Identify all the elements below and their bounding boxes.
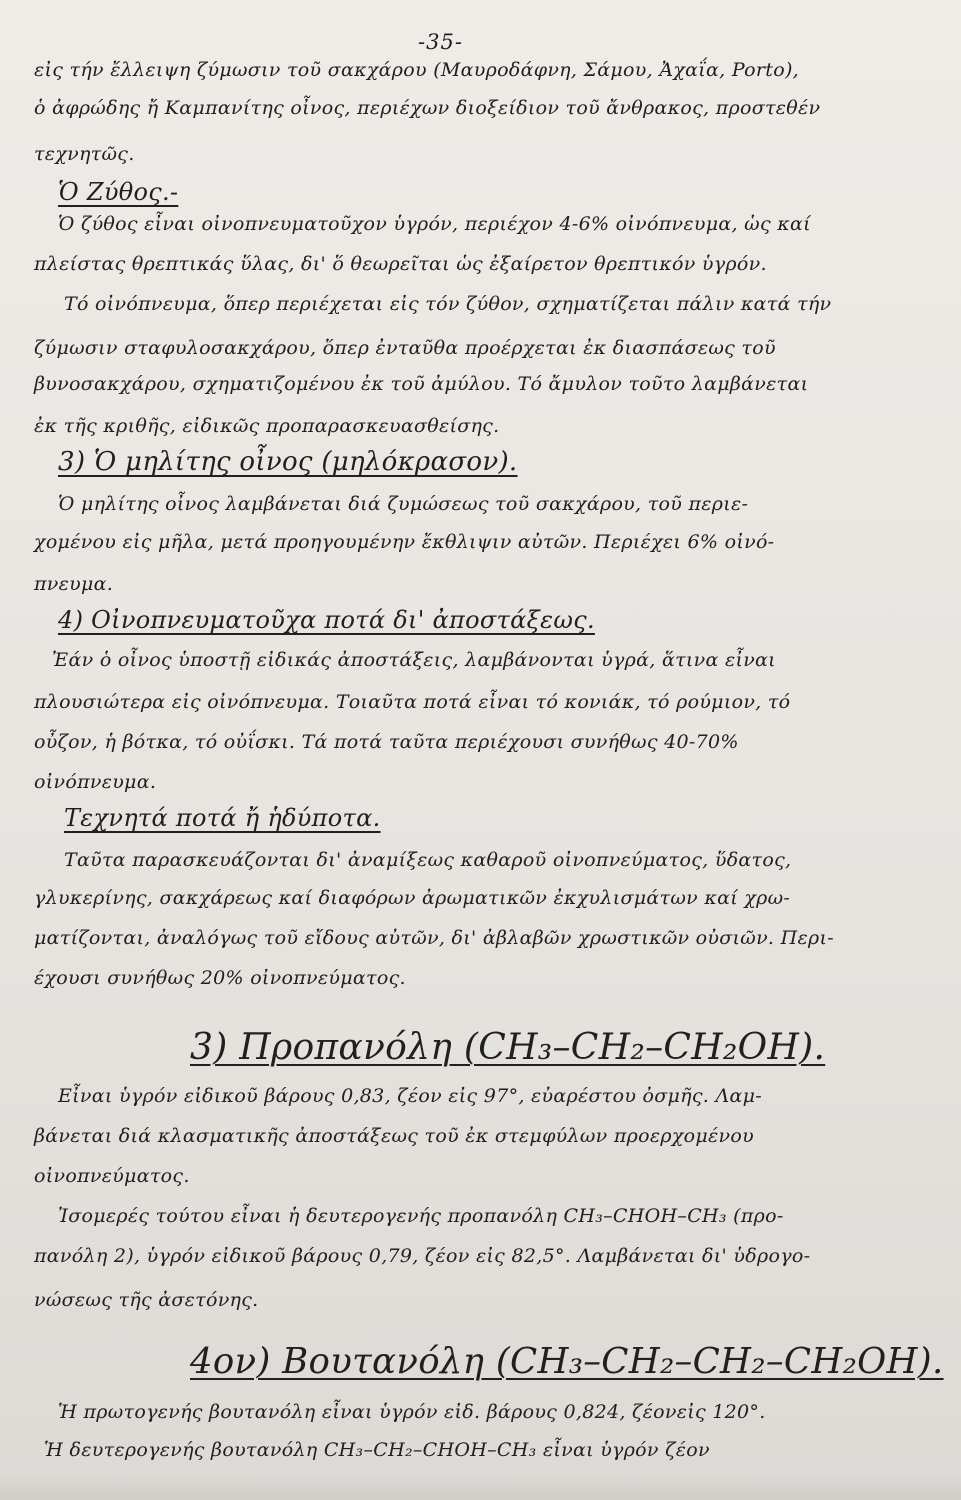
text-line: Ὁ ζύθος εἶναι οἰνοπνευματοῦχον ὑγρόν, περιέχον 4-6% οἰνόπνευμα, ὡς καί bbox=[58, 213, 811, 235]
page-edge-shadow bbox=[0, 1472, 961, 1500]
section-heading: Τεχνητά ποτά ἤ ἡδύποτα. bbox=[64, 804, 381, 832]
text-line: Ταῦτα παρασκευάζονται δι' ἀναμίξεως καθαροῦ οἰνοπνεύματος, ὕδατος, bbox=[64, 849, 792, 871]
text-line: Ἡ δευτερογενής βουτανόλη CH₃–CH₂–CHOH–CH₃ εἶναι ὑγρόν ζέον bbox=[44, 1439, 710, 1461]
text-line: νώσεως τῆς ἀσετόνης. bbox=[34, 1289, 259, 1311]
text-line: τεχνητῶς. bbox=[34, 143, 135, 165]
text-line: Ὁ μηλίτης οἶνος λαμβάνεται διά ζυμώσεως τοῦ σακχάρου, τοῦ περιε- bbox=[58, 493, 749, 515]
text-line: χομένου εἰς μῆλα, μετά προηγουμένην ἔκθλιψιν αὐτῶν. Περιέχει 6% οἰνό- bbox=[34, 531, 775, 553]
text-line: βυνοσακχάρου, σχηματιζομένου ἐκ τοῦ ἀμύλου. Τό ἄμυλον τοῦτο λαμβάνεται bbox=[34, 373, 809, 395]
compound-heading: 4ον) Βουτανόλη (CH₃–CH₂–CH₂–CH₂OH). bbox=[190, 1341, 944, 1382]
text-line: ζύμωσιν σταφυλοσακχάρου, ὅπερ ἐνταῦθα προέρχεται ἐκ διασπάσεως τοῦ bbox=[34, 337, 776, 359]
text-line: εἰς τήν ἔλλειψη ζύμωσιν τοῦ σακχάρου (Μαυροδάφνη, Σάμου, Ἀχαΐα, Porto), bbox=[34, 59, 800, 81]
text-line: οἰνόπνευμα. bbox=[34, 771, 157, 793]
section-heading: 3) Ὁ μηλίτης οἶνος (μηλόκρασον). bbox=[58, 447, 518, 477]
text-line: οἰνοπνεύματος. bbox=[34, 1165, 190, 1187]
text-line: βάνεται διά κλασματικῆς ἀποστάξεως τοῦ ἐκ στεμφύλων προερχομένου bbox=[34, 1125, 754, 1147]
compound-heading: 3) Προπανόλη (CH₃–CH₂–CH₂OH). bbox=[190, 1027, 826, 1068]
text-line: Ἡ πρωτογενής βουτανόλη εἶναι ὑγρόν εἰδ. βάρους 0,824, ζέονεἰς 120°. bbox=[58, 1401, 766, 1423]
text-line: οὖζον, ἡ βότκα, τό οὐΐσκι. Τά ποτά ταῦτα περιέχουσι συνήθως 40-70% bbox=[34, 731, 739, 753]
text-line: ματίζονται, ἀναλόγως τοῦ εἴδους αὐτῶν, δι' ἀβλαβῶν χρωστικῶν οὐσιῶν. Περι- bbox=[34, 927, 834, 949]
text-line: Τό οἰνόπνευμα, ὅπερ περιέχεται εἰς τόν ζύθον, σχηματίζεται πάλιν κατά τήν bbox=[64, 293, 832, 315]
text-line: Ἐάν ὁ οἶνος ὑποστῇ εἰδικάς ἀποστάξεις, λαμβάνονται ὑγρά, ἅτινα εἶναι bbox=[52, 649, 776, 671]
text-line: πνευμα. bbox=[34, 573, 114, 595]
text-line: πλουσιώτερα εἰς οἰνόπνευμα. Τοιαῦτα ποτά εἶναι τό κονιάκ, τό ρούμιον, τό bbox=[34, 691, 791, 713]
text-line: ἐκ τῆς κριθῆς, εἰδικῶς προπαρασκευασθείσης. bbox=[34, 415, 500, 437]
section-heading: 4) Οἰνοπνευματοῦχα ποτά δι' ἀποστάξεως. bbox=[58, 606, 595, 634]
section-heading: Ὁ Ζύθος.- bbox=[58, 178, 179, 206]
text-line: γλυκερίνης, σακχάρεως καί διαφόρων ἀρωματικῶν ἐκχυλισμάτων καί χρω- bbox=[34, 887, 791, 909]
page-number: -35- bbox=[418, 30, 463, 54]
text-line: πλείστας θρεπτικάς ὕλας, δι' ὅ θεωρεῖται ὡς ἐξαίρετον θρεπτικόν ὑγρόν. bbox=[34, 253, 767, 275]
text-line: Εἶναι ὑγρόν εἰδικοῦ βάρους 0,83, ζέον εἰς 97°, εὐαρέστου ὀσμῆς. Λαμ- bbox=[58, 1085, 762, 1107]
text-line: πανόλη 2), ὑγρόν εἰδικοῦ βάρους 0,79, ζέον εἰς 82,5°. Λαμβάνεται δι' ὑδρογο- bbox=[34, 1245, 811, 1267]
text-line: Ἰσομερές τούτου εἶναι ἡ δευτερογενής προπανόλη CH₃–CHOH–CH₃ (προ- bbox=[58, 1205, 784, 1227]
text-line: ὁ ἀφρώδης ἤ Καμπανίτης οἶνος, περιέχων διοξείδιον τοῦ ἄνθρακος, προστεθέν bbox=[34, 97, 821, 119]
text-line: έχουσι συνήθως 20% οἰνοπνεύματος. bbox=[34, 967, 406, 989]
